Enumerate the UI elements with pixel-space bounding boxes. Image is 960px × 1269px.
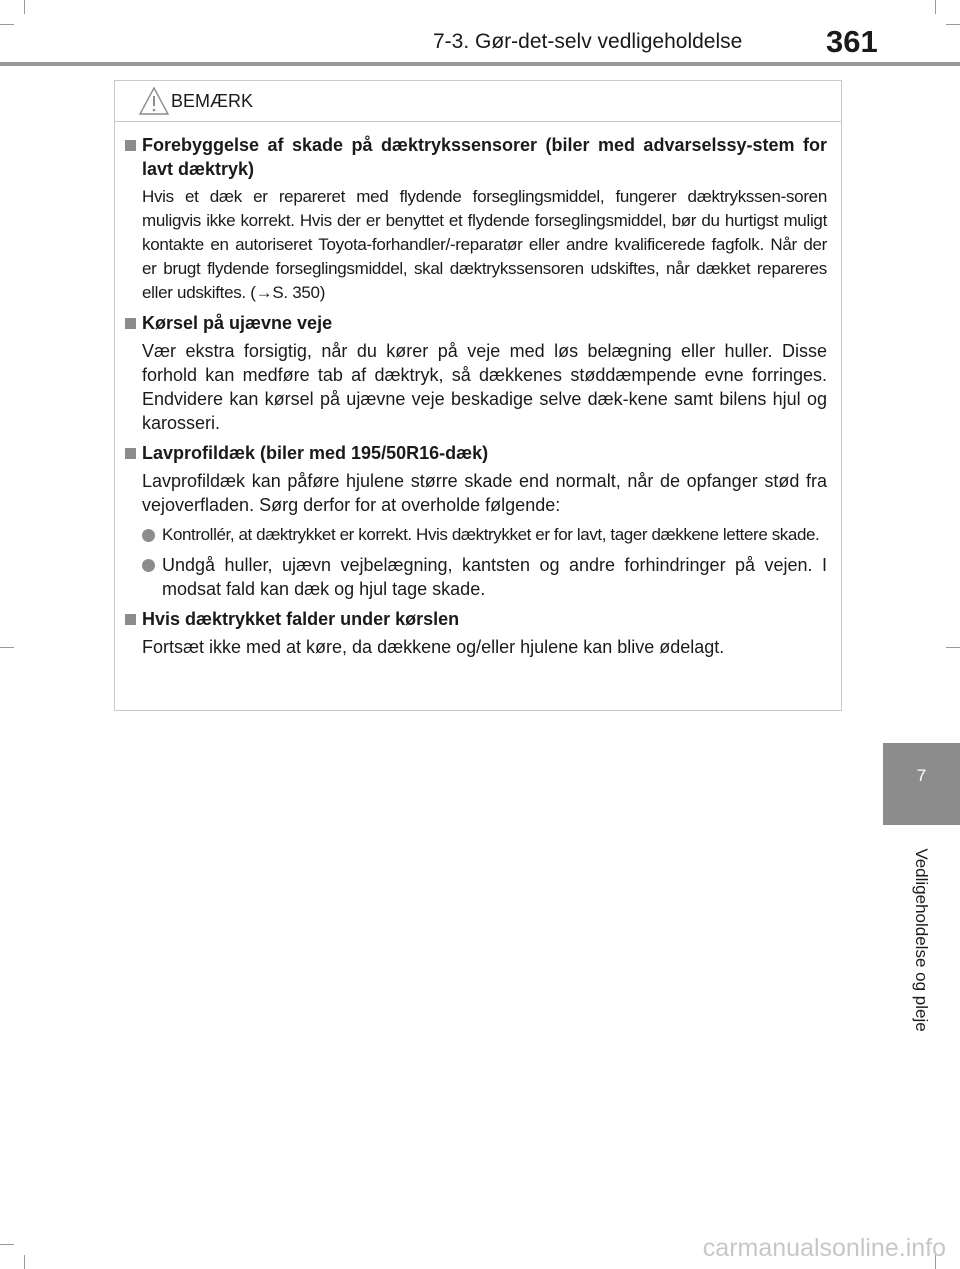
list-item <box>142 553 827 601</box>
watermark: carmanualsonline.info <box>702 1234 946 1262</box>
header-divider <box>0 62 960 66</box>
notice-body <box>115 133 841 665</box>
notice-section <box>115 441 841 601</box>
warning-triangle-icon <box>138 86 170 121</box>
list-item-text: Undgå huller, ujævn vejbelægning, kantsten og andre forhindringer på vejen. I modsat fald kan dæk og hjul tage skade. <box>162 555 827 599</box>
crop-mark <box>24 1255 25 1269</box>
crop-mark <box>24 0 25 14</box>
chapter-label: Vedligeholdelse og pleje <box>912 848 931 1032</box>
chapter-tab <box>883 743 960 825</box>
section-square-icon <box>125 448 136 459</box>
section-square-icon <box>125 140 136 151</box>
crop-mark <box>946 647 960 648</box>
notice-box <box>114 80 842 711</box>
section-title: 7-3. Gør-det-selv vedligeholdelse <box>433 30 743 53</box>
section-heading: Forebyggelse af skade på dæktrykssensorer (biler med advarselssy-stem for lavt dæktryk) <box>142 135 827 179</box>
crop-mark <box>0 24 14 25</box>
section-square-icon <box>125 318 136 329</box>
section-paragraph: Vær ekstra forsigtig, når du kører på veje med løs belægning eller huller. Disse forhold kan medføre tab af dæktryk, så dækkenes støddæmpende evne forringes. Endvidere kan kørsel på ujævne veje beskadige selve dæk-kene samt bilens hjul og karosseri. <box>142 341 827 433</box>
notice-header <box>115 81 841 122</box>
section-paragraph: Lavprofildæk kan påføre hjulene større skade end normalt, når de opfanger stød fra vejoverfladen. Sørg derfor for at overholde følgende: <box>142 471 827 515</box>
section-heading: Lavprofildæk (biler med 195/50R16-dæk) <box>142 443 489 463</box>
section-paragraph <box>142 185 827 305</box>
section-square-icon <box>125 614 136 625</box>
bullet-dot-icon <box>142 559 155 572</box>
section-heading: Kørsel på ujævne veje <box>142 313 333 333</box>
reference-arrow-icon: → <box>255 283 273 302</box>
page-reference: S. 350) <box>272 283 326 302</box>
crop-mark <box>0 1244 14 1245</box>
notice-title: BEMÆRK <box>171 91 254 111</box>
bullet-dot-icon <box>142 529 155 542</box>
chapter-number: 7 <box>916 766 927 785</box>
crop-mark <box>0 647 14 648</box>
notice-section <box>115 311 841 435</box>
crop-mark <box>946 24 960 25</box>
crop-mark <box>935 0 936 14</box>
section-paragraph: Fortsæt ikke med at køre, da dækkene og/eller hjulene kan blive ødelagt. <box>142 637 725 657</box>
section-heading: Hvis dæktrykket falder under kørslen <box>142 609 460 629</box>
notice-section <box>115 133 841 305</box>
notice-section <box>115 607 841 659</box>
page-number: 361 <box>826 24 878 59</box>
list-item <box>142 523 827 547</box>
paragraph-text: Hvis et dæk er repareret med flydende forseglingsmiddel, fungerer dæktrykssen-soren muligvis ikke korrekt. Hvis der er benyttet et flydende forseglingsmiddel, bør du hurtigst muligt kontakte en autoriseret Toyota-forhandler/-reparatør eller andre kvalificerede fagfolk. Når der er brugt flydende forseglingsmiddel, skal dæktrykssensoren udskiftes, når dækket repareres eller udskiftes. ( <box>142 187 827 302</box>
list-item-text: Kontrollér, at dæktrykket er korrekt. Hvis dæktrykket er for lavt, tager dækkene lettere skade. <box>162 525 820 544</box>
